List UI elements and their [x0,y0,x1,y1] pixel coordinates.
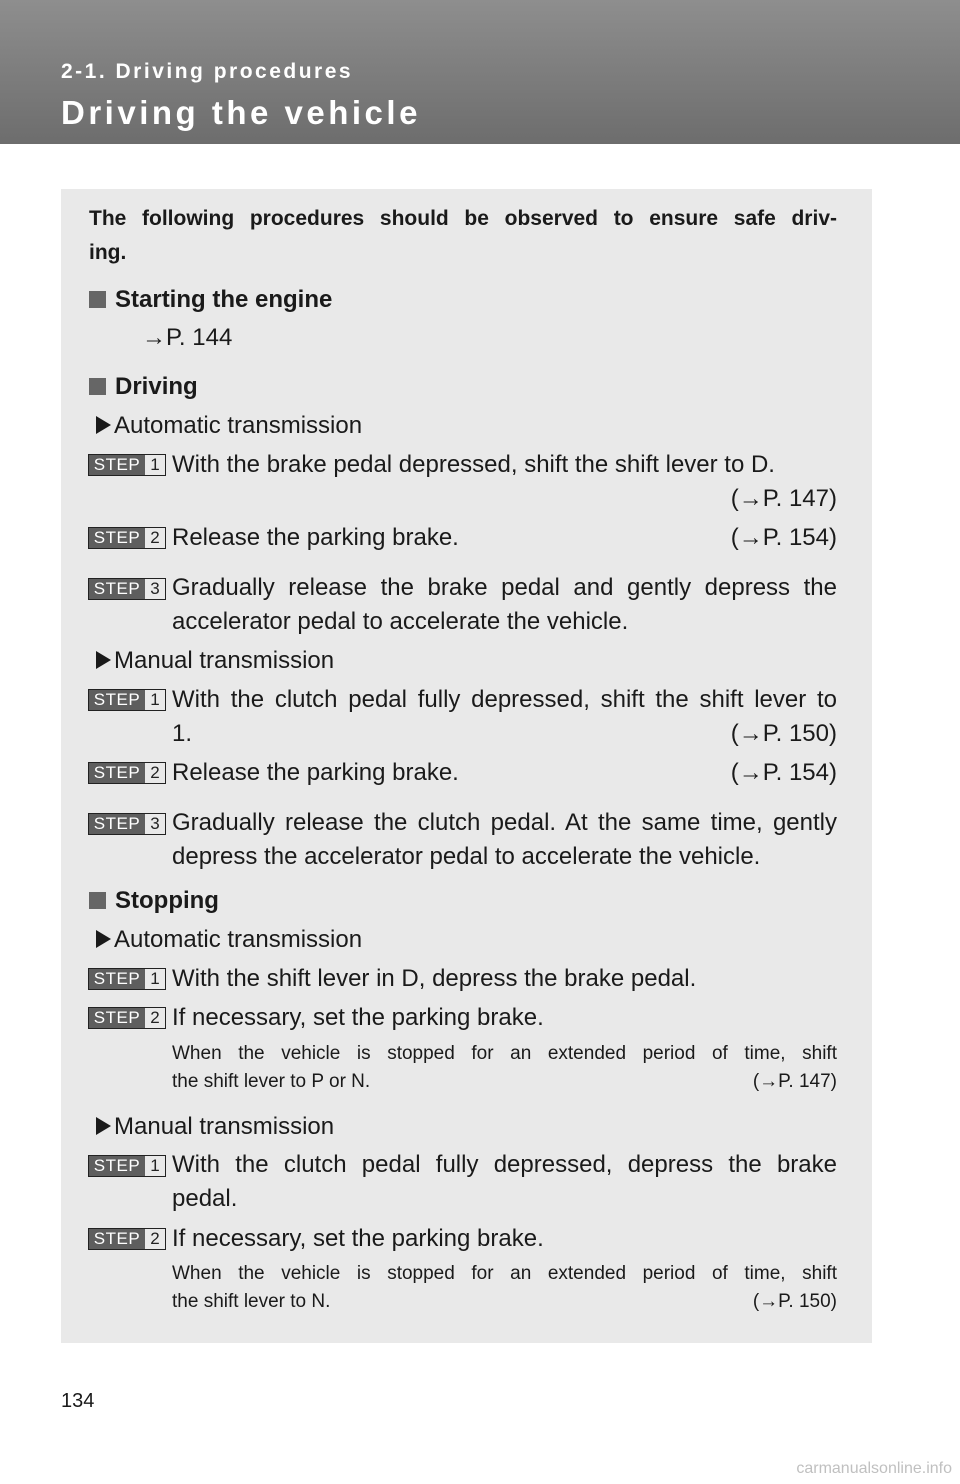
step-text: If necessary, set the parking brake. [172,1225,544,1252]
step-badge: STEP 3 [88,578,166,600]
step-badge: STEP 1 [88,1155,166,1177]
intro-text-line2: ing. [89,241,127,264]
note-text-line2: the shift lever to N. [172,1291,331,1312]
page-ref: (→P. 147) [752,1071,837,1092]
square-bullet-icon [89,378,106,395]
page-ref: (→P. 147) [730,485,837,512]
step-badge: STEP 2 [88,1007,166,1029]
triangle-bullet-icon [96,930,111,948]
step-badge: STEP 1 [88,968,166,990]
heading-stopping: Stopping [89,887,219,915]
page-ref: (→P. 154) [730,524,837,551]
section-label: 2-1. Driving procedures [61,60,354,83]
step-text: With the shift lever in D, depress the brake pedal. [172,965,697,992]
page-number: 134 [61,1390,95,1412]
triangle-bullet-icon [96,651,111,669]
step-badge: STEP 2 [88,527,166,549]
intro-text: The following procedures should be observed to ensure safe driv- [89,207,837,230]
step-text: With the clutch pedal fully depressed, shift the shift lever to [172,686,837,713]
subheading-auto: Automatic transmission [96,412,362,440]
page-title: Driving the vehicle [61,94,421,131]
page-ref: →P. 144 [142,324,233,351]
page-ref: (→P. 150) [730,720,837,747]
step-badge: STEP 2 [88,762,166,784]
square-bullet-icon [89,892,106,909]
triangle-bullet-icon [96,1117,111,1135]
heading-starting: Starting the engine [89,286,332,314]
heading-driving: Driving [89,373,198,401]
step-text: With the brake pedal depressed, shift the shift lever to D. [172,451,775,478]
step-badge: STEP 3 [88,813,166,835]
subheading-manual: Manual transmission [96,1113,334,1141]
step-text: If necessary, set the parking brake. [172,1004,544,1031]
step-text: With the clutch pedal fully depressed, depress the brake pedal. [172,1151,837,1212]
step-badge: STEP 1 [88,454,166,476]
note-text: When the vehicle is stopped for an extended period of time, shift [172,1043,837,1064]
chapter-header [0,0,960,144]
step-text: Gradually release the clutch pedal. At the same time, gently depress the accelerator pedal to accelerate the vehicle. [172,809,837,870]
page-ref: (→P. 154) [730,759,837,786]
page-ref: (→P. 150) [752,1291,837,1312]
triangle-bullet-icon [96,416,111,434]
note-text-line2: the shift lever to P or N. [172,1071,371,1092]
watermark: carmanualsonline.info [796,1460,952,1477]
step-badge: STEP 1 [88,689,166,711]
square-bullet-icon [89,291,106,308]
step-text: Gradually release the brake pedal and gently depress the accelerator pedal to accelerate the vehicle. [172,574,837,635]
step-text-line2: 1. [172,720,193,747]
step-text: Release the parking brake. [172,759,459,786]
note-text: When the vehicle is stopped for an extended period of time, shift [172,1263,837,1284]
step-badge: STEP 2 [88,1228,166,1250]
step-text: Release the parking brake. [172,524,459,551]
subheading-manual: Manual transmission [96,647,334,675]
subheading-auto: Automatic transmission [96,926,362,954]
